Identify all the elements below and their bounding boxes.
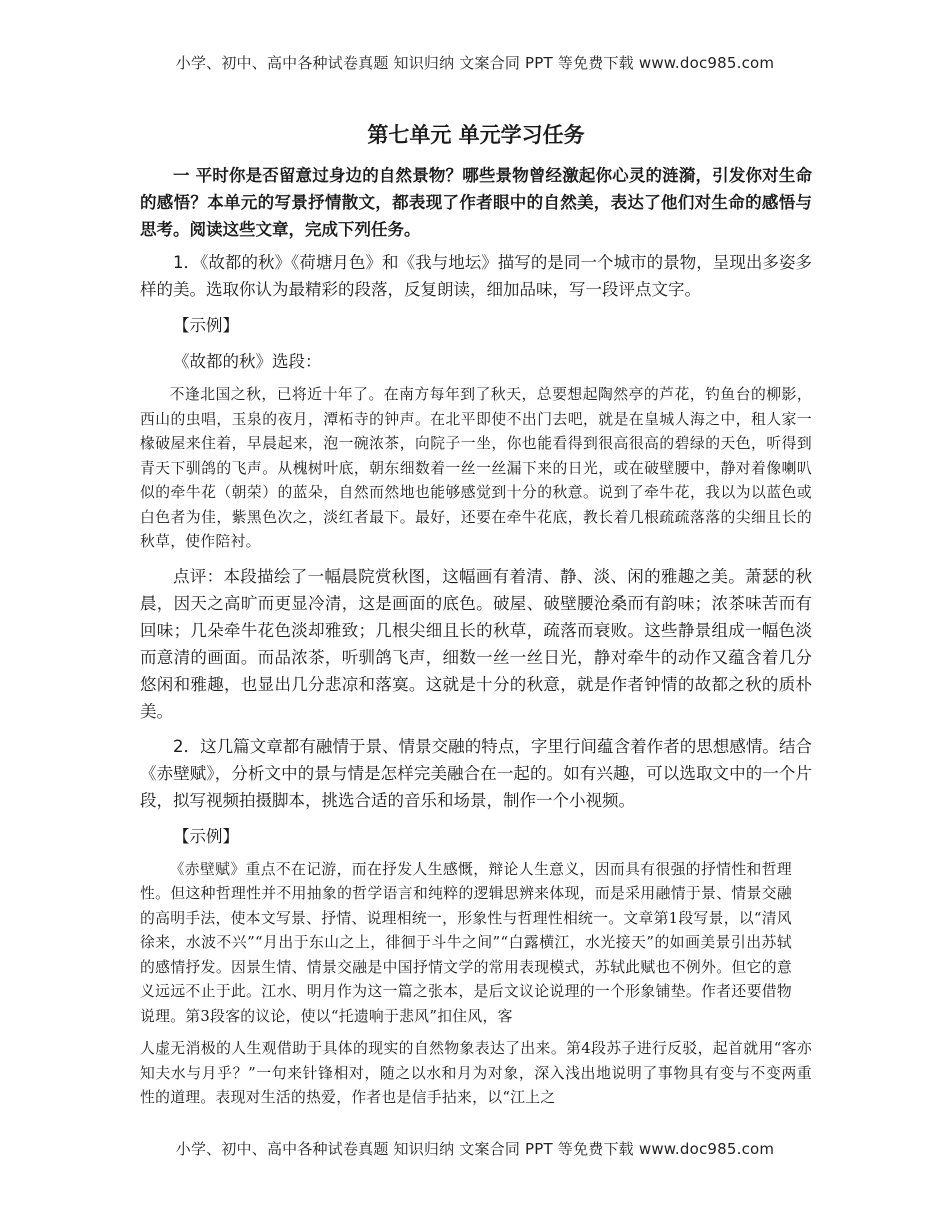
intro-paragraph: 一 平时你是否留意过身边的自然景物？哪些景物曾经激起你心灵的涟漪，引发你对生命的感悟？本单元的写景抒情散文，都表现了作者眼中的自然美，表达了他们对生命的感悟与思考。阅读这些文章，完成下列任务。 [140,166,812,239]
page-header: 小学、初中、高中各种试卷真题 知识归纳 文案合同 PPT 等免费下载 www.doc985.com [175,54,775,72]
excerpt-text: 不逢北国之秋，已将近十年了。在南方每年到了秋天，总要想起陶然亭的芦花，钓鱼台的柳影，西山的虫唱，玉泉的夜月，潭柘寺的钟声。在北平即使不出门去吧，就是在皇城人海之中，租人家一椽破屋来住着，早晨起来，泡一碗浓茶，向院子一坐，你也能看得到很高很高的碧绿的天色，听得到青天下驯鸽的飞声。从槐树叶底，朝东细数着一丝一丝漏下来的日光，或在破壁腰中，静对着像喇叭似的牵牛花（朝荣）的蓝朵，自然而然地也能够感觉到十分的秋意。说到了牵牛花，我以为以蓝色或白色者为佳，紫黑色次之，淡红者最下。最好，还要在牵牛花底，教长着几根疏疏落落的尖细且长的秋草，使作陪衬。 [140,386,812,550]
excerpt-label: 《故都的秋》选段： [173,352,322,371]
example-label-1: 【示例】 [173,316,239,335]
comment-paragraph: 点评：本段描绘了一幅晨院赏秋图，这幅画有着清、静、淡、闲的雅趣之美。萧瑟的秋晨，因天之高旷而更显冷清，这是画面的底色。破屋、破壁腰沧桑而有韵味；浓茶味苦而有回味；几朵牵牛花色淡却雅致；几根尖细且长的秋草，疏落而衰败。这些静景组成一幅色淡而意清的画面。而品浓茶，听驯鸽飞声，细数一丝一丝日光，静对牵牛的动作又蕴含着几分悠闲和雅趣，也显出几分悲凉和落寞。这就是十分的秋意，就是作者钟情的故都之秋的质朴美。 [140,566,812,721]
page-footer: 小学、初中、高中各种试卷真题 知识归纳 文案合同 PPT 等免费下载 www.doc985.com [175,1140,775,1158]
example-label-2: 【示例】 [173,826,239,846]
task-2: 2．这几篇文章都有融情于景、情景交融的特点，字里行间蕴含着作者的思想感情。结合《赤壁赋》，分析文中的景与情是怎样完美融合在一起的。如有兴趣，可以选取文中的一个片段，拟写视频拍摄脚本，挑选合适的音乐和场景，制作一个小视频。 [140,736,812,810]
document-body [140,118,812,1119]
example-2-text: 《赤壁赋》重点不在记游，而在抒发人生感慨，辩论人生意义，因而具有很强的抒情性和哲理性。但这种哲理性并不用抽象的哲学语言和纯粹的逻辑思辨来体现，而是采用融情于景、情景交融的高明手法，使本文写景、抒情、说理相统一，形象性与哲理性相统一。文章第1段写景，以“清风徐来，水波不兴”“月出于东山之上，徘徊于斗牛之间”“白露横江，水光接天”的如画美景引出苏轼的感情抒发。因景生情、情景交融是中国抒情文学的常用表现模式，苏轼此赋也不例外。但它的意义远远不止于此。江水、明月作为这一篇之张本，是后文议论说理的一个形象铺垫。作者还要借物说理。第3段客的议论，使以“托遗响于悲风”扣住风，客 [140,860,792,1025]
task-1: 1．《故都的秋》《荷塘月色》和《我与地坛》描写的是同一个城市的景物，呈现出多姿多样的美。选取你认为最精彩的段落，反复朗读，细加品味，写一段评点文字。 [140,253,812,299]
page-title: 第七单元 单元学习任务 [367,123,585,147]
example-2-continued: 人虚无消极的人生观借助于具体的现实的自然物象表达了出来。第4段苏子进行反驳，起首就用“客亦知夫水与月乎？”一句来针锋相对，随之以水和月为对象，深入浅出地说明了事物具有变与不变两重性的道理。表现对生活的热爱，作者也是信手拈来，以“江上之 [140,1040,812,1106]
